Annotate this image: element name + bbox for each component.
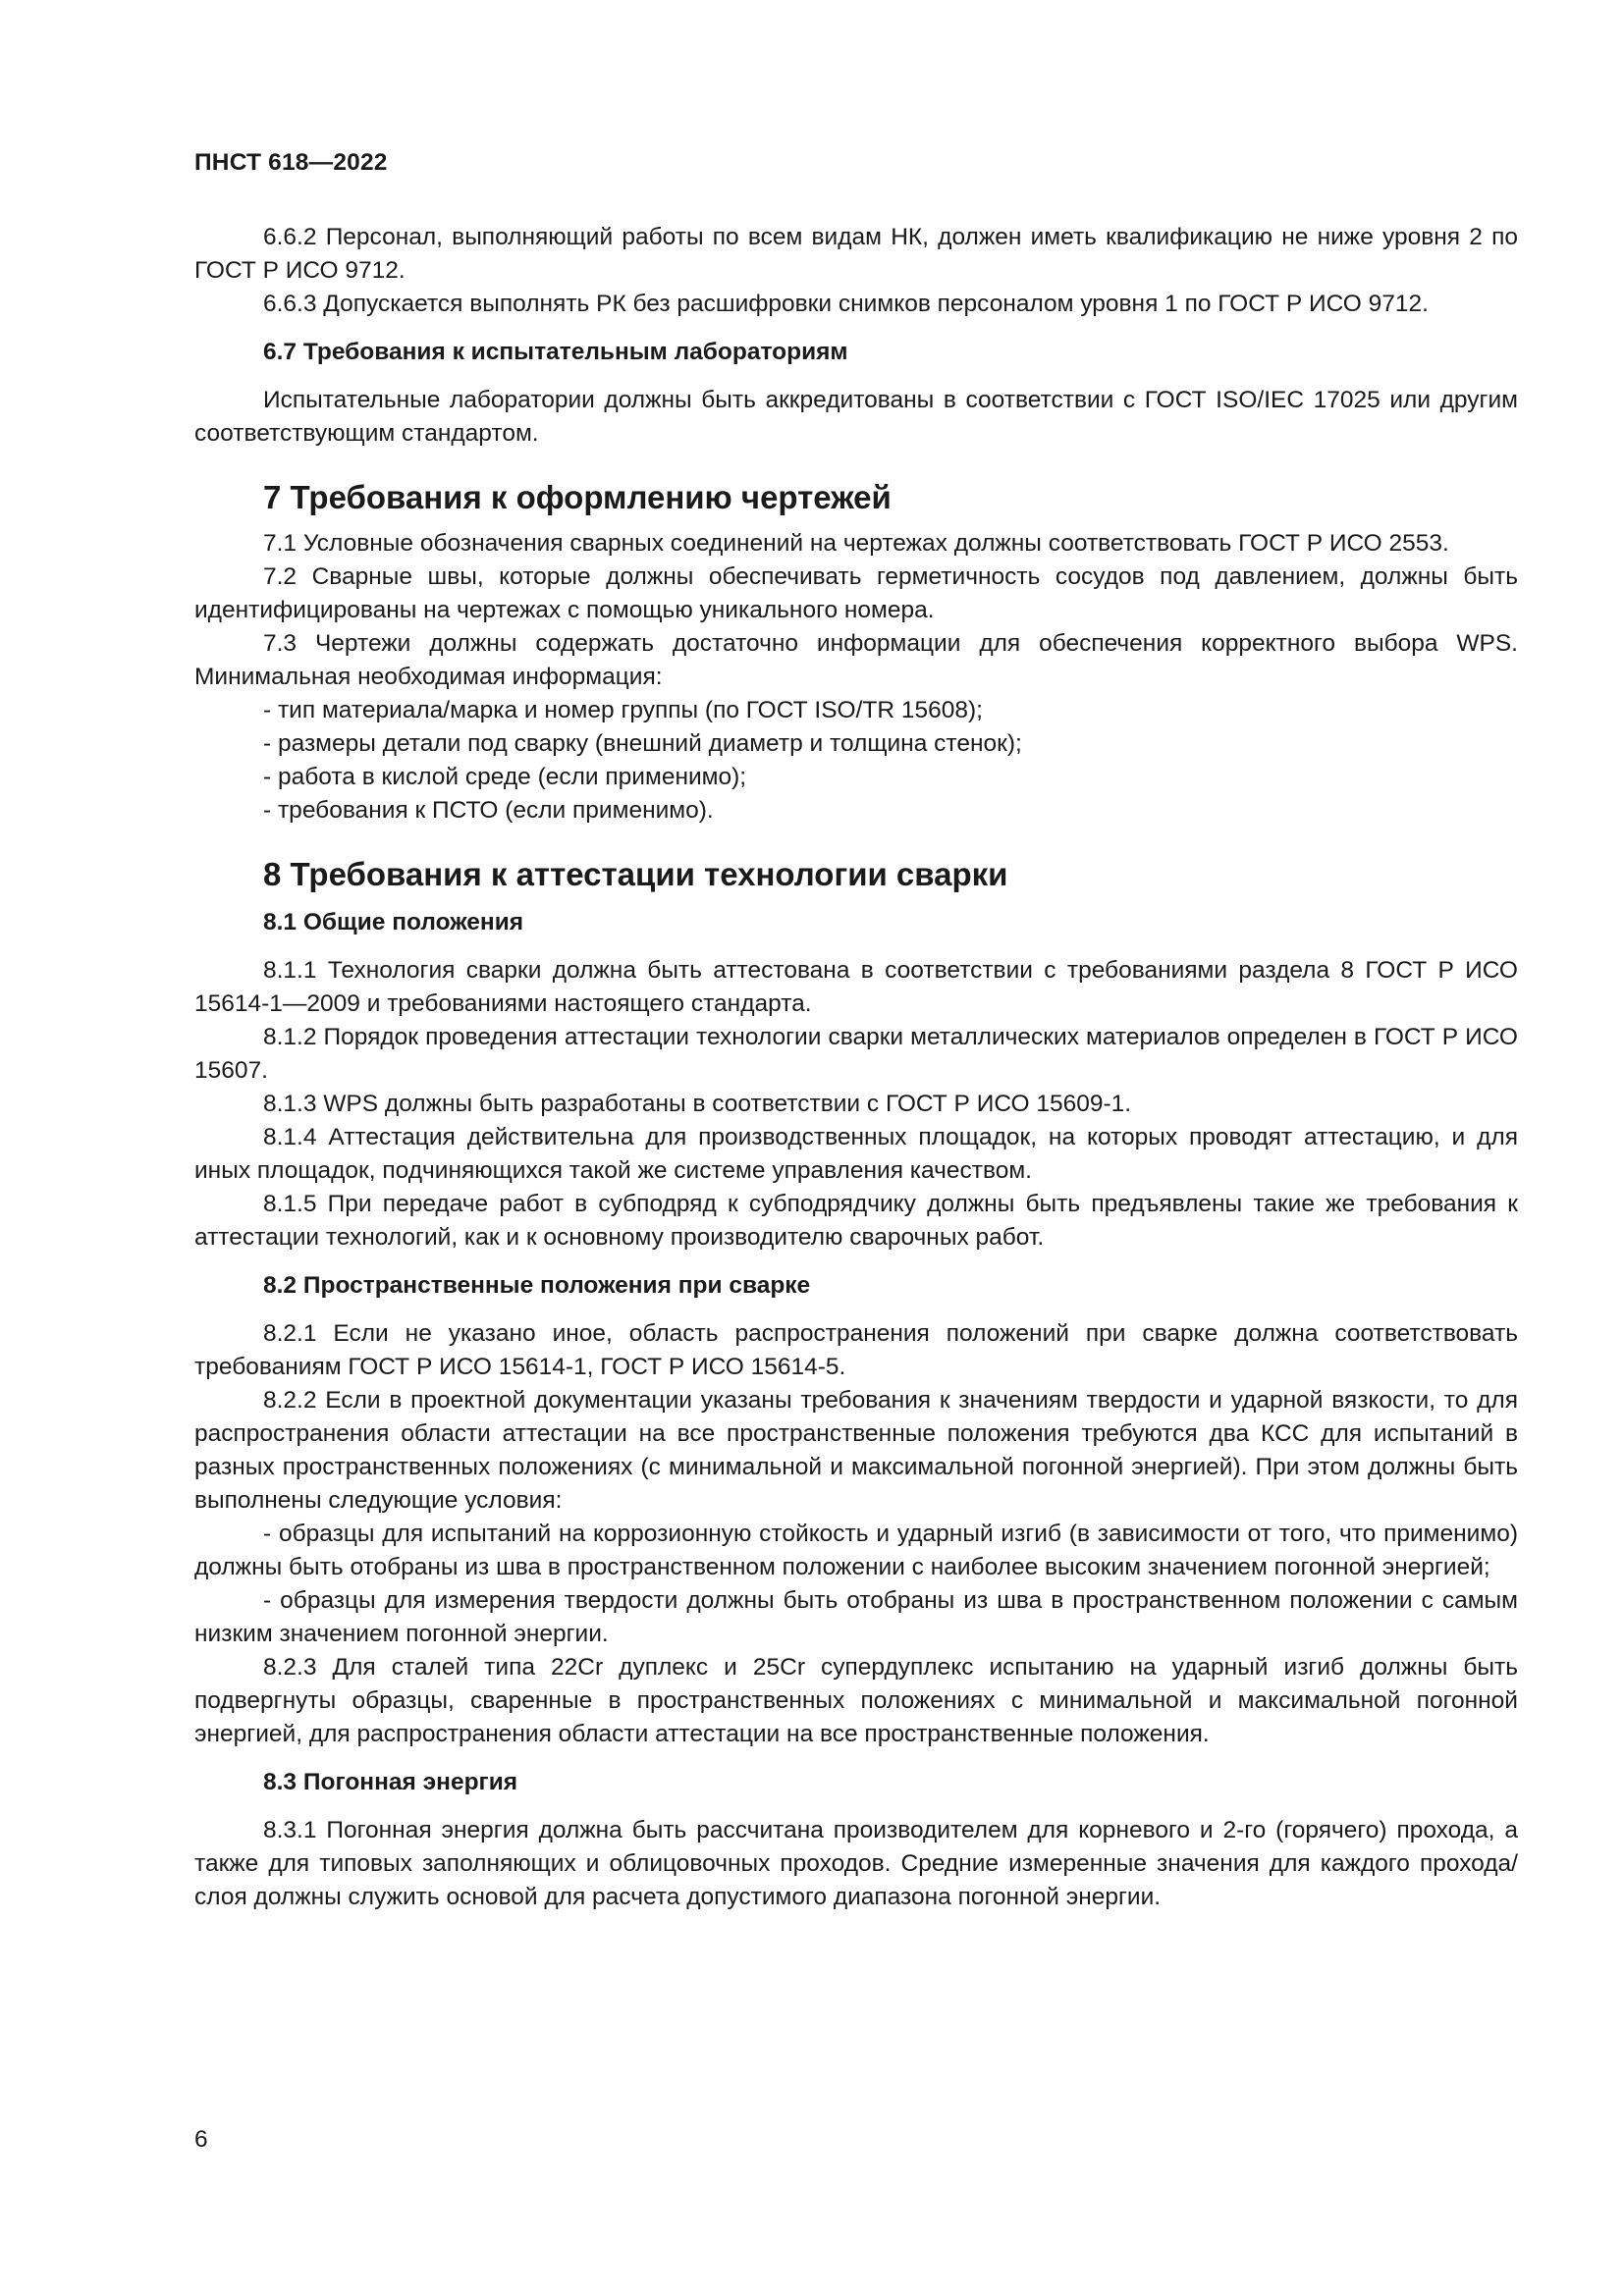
subheading-8-3: 8.3 Погонная энергия (263, 1769, 518, 1795)
para-8-1-1: 8.1.1 Технология сварки должна быть аттестована в соответствии с требованиями раздела 8 ГОСТ Р ИСО 15614-1—2009 и требованиями настоящего стандарта. (194, 957, 1518, 1017)
para-8-2-3: 8.2.3 Для сталей типа 22Cr дуплекс и 25Cr супердуплекс испытанию на ударный изгиб должны быть подвергнуты образцы, сваренные в пространственных положениях с минимальной и максимальной погонной энергией, для распространения области аттестации на все пространственные положения. (194, 1654, 1518, 1747)
list-item-7-3-c: - работа в кислой среде (если применимо); (263, 764, 747, 790)
para-6-7: Испытательные лаборатории должны быть аккредитованы в соответствии с ГОСТ ISO/IEC 17025 или другим соответствующим стандартом. (194, 387, 1518, 447)
para-8-1-5: 8.1.5 При передаче работ в субподряд к субподрядчику должны быть предъявлены такие же требования к аттестации технологий, как и к основному производителю сварочных работ. (194, 1191, 1518, 1251)
para-8-1-4: 8.1.4 Аттестация действительна для производственных площадок, на которых проводят аттестацию, и для иных площадок, подчиняющихся такой же системе управления качеством. (194, 1124, 1518, 1184)
section-heading-7: 7 Требования к оформлению чертежей (263, 479, 892, 515)
para-8-2-2: 8.2.2 Если в проектной документации указаны требования к значениям твердости и ударной вязкости, то для распространения области аттестации на все пространственные положения требуются два КСС для испытаний в разных пространственных положениях (с минимальной и максимальной погонной энергией). При этом должны быть выполнены следующие условия: (194, 1387, 1518, 1514)
subheading-8-1: 8.1 Общие положения (263, 909, 524, 935)
document-code-header: ПНСТ 618—2022 (194, 149, 388, 176)
section-heading-8: 8 Требования к аттестации технологии сварки (263, 856, 1008, 892)
para-7-1: 7.1 Условные обозначения сварных соединений на чертежах должны соответствовать ГОСТ Р ИСО 2553. (263, 530, 1449, 557)
para-7-2: 7.2 Сварные швы, которые должны обеспечивать герметичность сосудов под давлением, должны быть идентифицированы на чертежах с помощью уникального номера. (194, 563, 1518, 623)
list-item-7-3-d: - требования к ПСТО (если применимо). (263, 797, 714, 824)
para-8-3-1: 8.3.1 Погонная энергия должна быть рассчитана производителем для корневого и 2-го (горячего) прохода, а также для типовых заполняющих и облицовочных проходов. Средние измеренные значения для каждого прохода/слоя должны служить основой для расчета допустимого диапазона погонной энергии. (194, 1817, 1518, 1910)
list-item-8-2-2-a: - образцы для испытаний на коррозионную стойкость и ударный изгиб (в зависимости от того, что применимо) должны быть отобраны из шва в пространственном положении с наиболее высоким значением погонной энергией; (194, 1521, 1518, 1580)
page-number: 6 (194, 2126, 208, 2153)
subheading-8-2: 8.2 Пространственные положения при сварке (263, 1272, 811, 1299)
document-body (194, 221, 1518, 1914)
para-6-6-3: 6.6.3 Допускается выполнять РК без расшифровки снимков персоналом уровня 1 по ГОСТ Р ИСО 9712. (263, 291, 1429, 317)
list-item-7-3-b: - размеры детали под сварку (внешний диаметр и толщина стенок); (263, 730, 1022, 757)
list-item-8-2-2-b: - образцы для измерения твердости должны быть отобраны из шва в пространственном положении с самым низким значением погонной энергии. (194, 1587, 1518, 1647)
para-8-1-3: 8.1.3 WPS должны быть разработаны в соответствии с ГОСТ Р ИСО 15609-1. (263, 1091, 1132, 1117)
list-item-7-3-a: - тип материала/марка и номер группы (по ГОСТ ISO/TR 15608); (263, 697, 983, 723)
para-6-6-2: 6.6.2 Персонал, выполняющий работы по всем видам НК, должен иметь квалификацию не ниже уровня 2 по ГОСТ Р ИСО 9712. (194, 224, 1518, 284)
para-8-1-2: 8.1.2 Порядок проведения аттестации технологии сварки металлических материалов определен в ГОСТ Р ИСО 15607. (194, 1024, 1518, 1084)
subheading-6-7: 6.7 Требования к испытательным лабораториям (263, 339, 848, 365)
para-8-2-1: 8.2.1 Если не указано иное, область распространения положений при сварке должна соответствовать требованиям ГОСТ Р ИСО 15614-1, ГОСТ Р ИСО 15614-5. (194, 1320, 1518, 1380)
para-7-3: 7.3 Чертежи должны содержать достаточно информации для обеспечения корректного выбора WPS. Минимальная необходимая информация: (194, 630, 1518, 690)
